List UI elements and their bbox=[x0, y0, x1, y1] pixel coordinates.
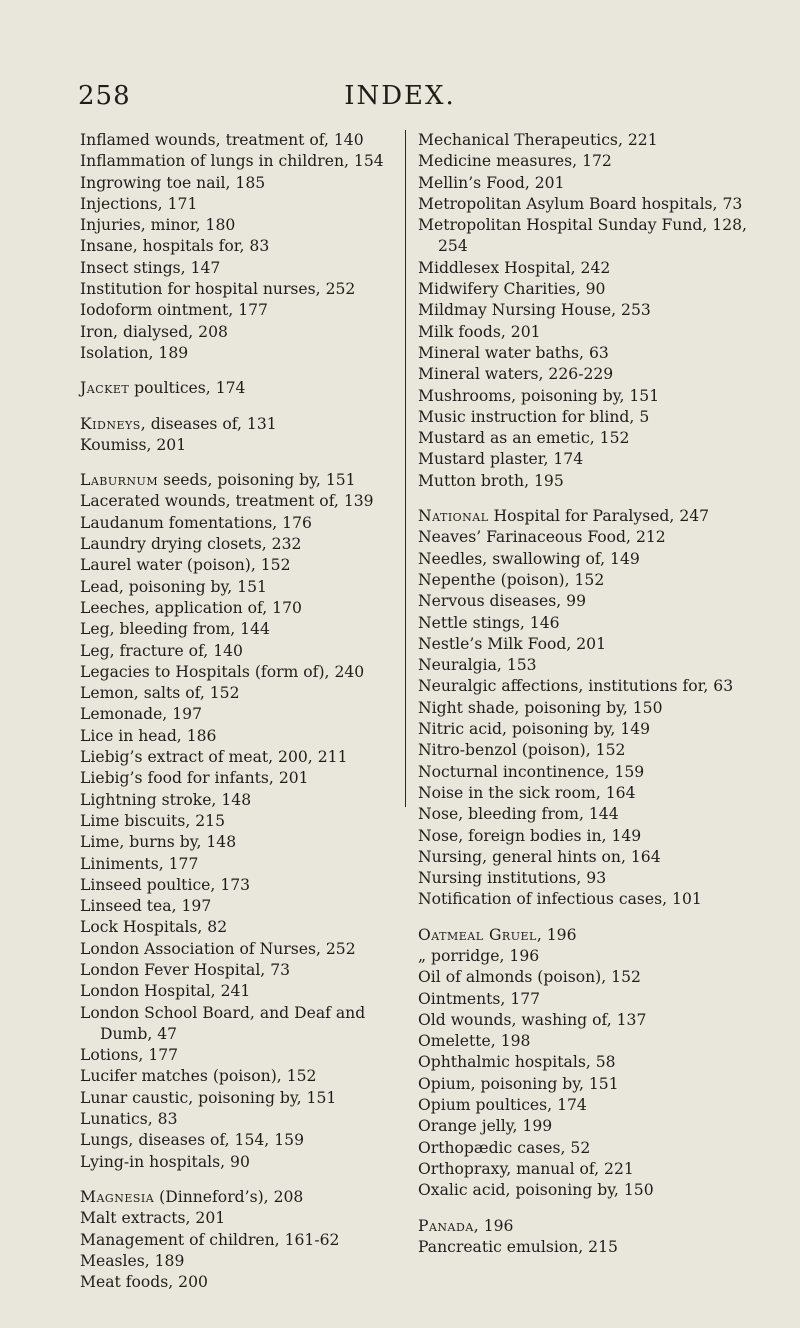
index-entry bbox=[80, 378, 400, 399]
index-entry bbox=[80, 790, 400, 811]
index-entry bbox=[80, 414, 400, 435]
entry-text: Malt extracts, 201 bbox=[80, 1209, 226, 1228]
entry-lead-word: Panada bbox=[418, 1216, 474, 1235]
entry-text: Nettle stings, 146 bbox=[418, 613, 560, 632]
index-entry bbox=[418, 506, 748, 527]
entry-text: Mildmay Nursing House, 253 bbox=[418, 301, 651, 320]
page-header bbox=[78, 74, 722, 118]
entry-text: „ porridge, 196 bbox=[418, 946, 540, 965]
index-entry bbox=[418, 676, 748, 697]
index-entry bbox=[80, 491, 400, 512]
index-entry bbox=[418, 173, 748, 194]
entry-text: Needles, swallowing of, 149 bbox=[418, 549, 640, 568]
entry-text: Omelette, 198 bbox=[418, 1032, 531, 1051]
entry-text: Nitric acid, poisoning by, 149 bbox=[418, 720, 651, 739]
entry-text: Middlesex Hospital, 242 bbox=[418, 258, 611, 277]
entry-text: Nocturnal incontinence, 159 bbox=[418, 762, 645, 781]
entry-text: Opium poultices, 174 bbox=[418, 1096, 587, 1115]
index-entry bbox=[80, 1109, 400, 1130]
index-entry bbox=[80, 1187, 400, 1208]
entry-text: Nitro-benzol (poison), 152 bbox=[418, 741, 626, 760]
entry-text: Opium, poisoning by, 151 bbox=[418, 1074, 619, 1093]
index-entry bbox=[418, 428, 748, 449]
entry-text: Linseed tea, 197 bbox=[80, 897, 212, 916]
index-entry bbox=[418, 613, 748, 634]
index-entry bbox=[80, 258, 400, 279]
entry-text: Lotions, 177 bbox=[80, 1046, 179, 1065]
entry-text: London Fever Hospital, 73 bbox=[80, 960, 291, 979]
entry-text: Lungs, diseases of, 154, 159 bbox=[80, 1131, 304, 1150]
entry-lead-word: Oatmeal Gruel bbox=[418, 925, 537, 944]
entry-text: Metropolitan Hospital Sunday Fund, 128, 254 bbox=[418, 216, 748, 256]
index-entry bbox=[418, 826, 748, 847]
index-entry bbox=[80, 1003, 400, 1046]
entry-text: Lime, burns by, 148 bbox=[80, 833, 237, 852]
index-letter-group bbox=[80, 1187, 400, 1293]
index-letter-group bbox=[418, 130, 748, 492]
index-letter-group bbox=[418, 506, 748, 911]
index-entry bbox=[418, 570, 748, 591]
entry-text: Lime biscuits, 215 bbox=[80, 811, 225, 830]
entry-text: Leg, fracture of, 140 bbox=[80, 641, 243, 660]
entry-text: Linseed poultice, 173 bbox=[80, 875, 251, 894]
index-entry bbox=[80, 896, 400, 917]
index-entry bbox=[80, 641, 400, 662]
entry-text: Lying-in hospitals, 90 bbox=[80, 1152, 250, 1171]
index-entry bbox=[418, 471, 748, 492]
entry-text: Oxalic acid, poisoning by, 150 bbox=[418, 1181, 654, 1200]
index-entry bbox=[418, 762, 748, 783]
index-entry bbox=[80, 130, 400, 151]
index-letter-group bbox=[418, 925, 748, 1202]
index-entry bbox=[80, 194, 400, 215]
entry-text: Legacies to Hospitals (form of), 240 bbox=[80, 662, 365, 681]
index-entry bbox=[418, 151, 748, 172]
index-entry bbox=[418, 847, 748, 868]
index-entry bbox=[80, 1230, 400, 1251]
index-letter-group bbox=[80, 414, 400, 457]
entry-text: Mutton broth, 195 bbox=[418, 471, 564, 490]
index-entry bbox=[418, 386, 748, 407]
index-entry bbox=[80, 343, 400, 364]
entry-text: Lemon, salts of, 152 bbox=[80, 684, 240, 703]
index-entry bbox=[418, 868, 748, 889]
entry-text: Lucifer matches (poison), 152 bbox=[80, 1067, 317, 1086]
index-entry bbox=[418, 740, 748, 761]
index-entry bbox=[80, 981, 400, 1002]
entry-text: Management of children, 161-62 bbox=[80, 1230, 340, 1249]
entry-text: Neuralgia, 153 bbox=[418, 656, 537, 675]
right-index-column bbox=[418, 130, 748, 1258]
entry-text: Mineral water baths, 63 bbox=[418, 343, 609, 362]
index-entry bbox=[418, 194, 748, 215]
index-entry bbox=[80, 1251, 400, 1272]
entry-text: Lightning stroke, 148 bbox=[80, 790, 252, 809]
entry-text: Mellin’s Food, 201 bbox=[418, 173, 565, 192]
entry-text: Measles, 189 bbox=[80, 1251, 185, 1270]
entry-text: seeds, poisoning by, 151 bbox=[158, 471, 356, 490]
index-entry bbox=[80, 619, 400, 640]
index-entry bbox=[418, 130, 748, 151]
index-entry bbox=[80, 1130, 400, 1151]
entry-text: Mustard plaster, 174 bbox=[418, 450, 584, 469]
entry-text: Lead, poisoning by, 151 bbox=[80, 577, 267, 596]
entry-text: Injuries, minor, 180 bbox=[80, 216, 236, 235]
index-entry bbox=[418, 1159, 748, 1180]
column-divider bbox=[405, 130, 406, 807]
entry-text: Iodoform ointment, 177 bbox=[80, 301, 268, 320]
entry-text: Mineral waters, 226-229 bbox=[418, 365, 614, 384]
entry-text: Liebig’s extract of meat, 200, 211 bbox=[80, 748, 348, 767]
index-entry bbox=[80, 917, 400, 938]
entry-text: Laurel water (poison), 152 bbox=[80, 556, 291, 575]
entry-text: Laudanum fomentations, 176 bbox=[80, 513, 312, 532]
index-entry bbox=[80, 1045, 400, 1066]
entry-text: Lock Hospitals, 82 bbox=[80, 918, 228, 937]
index-entry bbox=[418, 407, 748, 428]
entry-text: Injections, 171 bbox=[80, 194, 198, 213]
entry-text: Notification of infectious cases, 101 bbox=[418, 890, 702, 909]
index-entry bbox=[418, 925, 748, 946]
entry-text: Insane, hospitals for, 83 bbox=[80, 237, 270, 256]
index-entry bbox=[418, 215, 748, 258]
entry-lead-word: Kidneys bbox=[80, 414, 141, 433]
index-entry bbox=[418, 1237, 748, 1258]
index-entry bbox=[418, 1052, 748, 1073]
entry-text: Night shade, poisoning by, 150 bbox=[418, 698, 663, 717]
index-entry bbox=[80, 151, 400, 172]
entry-text: Neaves’ Farinaceous Food, 212 bbox=[418, 528, 666, 547]
index-entry bbox=[418, 698, 748, 719]
entry-lead-word: Jacket bbox=[80, 379, 130, 398]
index-entry bbox=[80, 279, 400, 300]
index-entry bbox=[80, 470, 400, 491]
entry-lead-word: Laburnum bbox=[80, 471, 159, 490]
index-entry bbox=[418, 655, 748, 676]
index-entry bbox=[418, 527, 748, 548]
entry-text: Medicine measures, 172 bbox=[418, 152, 612, 171]
index-entry bbox=[80, 598, 400, 619]
left-index-column bbox=[80, 130, 400, 1293]
index-entry bbox=[418, 1074, 748, 1095]
entry-text: Midwifery Charities, 90 bbox=[418, 280, 606, 299]
entry-lead-word: Magnesia bbox=[80, 1187, 155, 1206]
index-entry bbox=[80, 768, 400, 789]
index-entry bbox=[418, 258, 748, 279]
index-entry bbox=[80, 322, 400, 343]
index-letter-group bbox=[418, 1216, 748, 1259]
entry-text: Noise in the sick room, 164 bbox=[418, 783, 636, 802]
entry-text: Nose, foreign bodies in, 149 bbox=[418, 826, 642, 845]
index-entry bbox=[80, 236, 400, 257]
entry-text: Lunar caustic, poisoning by, 151 bbox=[80, 1088, 337, 1107]
index-entry bbox=[80, 1272, 400, 1293]
entry-text: , diseases of, 131 bbox=[140, 414, 277, 433]
index-entry bbox=[418, 549, 748, 570]
index-entry bbox=[418, 783, 748, 804]
entry-text: Nepenthe (poison), 152 bbox=[418, 570, 605, 589]
entry-text: Orthopædic cases, 52 bbox=[418, 1138, 591, 1157]
index-entry bbox=[418, 300, 748, 321]
index-entry bbox=[418, 989, 748, 1010]
page-number: 258 bbox=[78, 81, 131, 111]
entry-text: Leg, bleeding from, 144 bbox=[80, 620, 270, 639]
index-entry bbox=[80, 1152, 400, 1173]
index-entry bbox=[80, 173, 400, 194]
entry-text: London Association of Nurses, 252 bbox=[80, 939, 356, 958]
index-entry bbox=[418, 279, 748, 300]
entry-text: Hospital for Paralysed, 247 bbox=[488, 507, 710, 526]
index-entry bbox=[418, 967, 748, 988]
index-entry bbox=[418, 449, 748, 470]
index-entry bbox=[418, 364, 748, 385]
entry-text: Laundry drying closets, 232 bbox=[80, 535, 302, 554]
entry-text: Mechanical Therapeutics, 221 bbox=[418, 131, 658, 149]
entry-text: Mustard as an emetic, 152 bbox=[418, 429, 630, 448]
index-entry bbox=[418, 719, 748, 740]
index-entry bbox=[80, 1088, 400, 1109]
entry-text: Nursing institutions, 93 bbox=[418, 869, 607, 888]
index-letter-group bbox=[80, 378, 400, 399]
entry-text: Inflamed wounds, treatment of, 140 bbox=[80, 131, 364, 149]
entry-text: Neuralgic affections, institutions for, 63 bbox=[418, 677, 734, 696]
index-entry bbox=[418, 1010, 748, 1031]
entry-text: Music instruction for blind, 5 bbox=[418, 407, 650, 426]
index-entry bbox=[80, 811, 400, 832]
index-entry bbox=[418, 804, 748, 825]
entry-text: Inflammation of lungs in children, 154 bbox=[80, 152, 384, 171]
entry-text: Lemonade, 197 bbox=[80, 705, 202, 724]
entry-text: Isolation, 189 bbox=[80, 343, 189, 362]
index-entry bbox=[418, 889, 748, 910]
entry-text: Leeches, application of, 170 bbox=[80, 598, 302, 617]
index-entry bbox=[418, 591, 748, 612]
page-title: INDEX. bbox=[344, 81, 456, 111]
entry-text: Iron, dialysed, 208 bbox=[80, 322, 228, 341]
entry-text: London Hospital, 241 bbox=[80, 982, 251, 1001]
entry-text: Nestle’s Milk Food, 201 bbox=[418, 634, 607, 653]
index-entry bbox=[418, 343, 748, 364]
index-entry bbox=[80, 1066, 400, 1087]
entry-text: Lacerated wounds, treatment of, 139 bbox=[80, 492, 374, 511]
index-entry bbox=[80, 215, 400, 236]
entry-text: Meat foods, 200 bbox=[80, 1273, 208, 1292]
entry-text: Institution for hospital nurses, 252 bbox=[80, 280, 356, 299]
entry-lead-word: National bbox=[418, 507, 489, 526]
entry-text: Oil of almonds (poison), 152 bbox=[418, 968, 641, 987]
index-entry bbox=[80, 1208, 400, 1229]
index-entry bbox=[80, 747, 400, 768]
entry-text: Lice in head, 186 bbox=[80, 726, 217, 745]
entry-text: (Dinneford’s), 208 bbox=[154, 1187, 304, 1206]
index-entry bbox=[80, 577, 400, 598]
index-entry bbox=[418, 1216, 748, 1237]
entry-text: , 196 bbox=[536, 925, 577, 944]
entry-text: Old wounds, washing of, 137 bbox=[418, 1010, 647, 1029]
index-letter-group bbox=[80, 470, 400, 1173]
index-entry bbox=[418, 1095, 748, 1116]
index-entry bbox=[418, 1116, 748, 1137]
index-entry bbox=[418, 322, 748, 343]
index-entry bbox=[80, 960, 400, 981]
index-entry bbox=[80, 875, 400, 896]
index-letter-group bbox=[80, 130, 400, 364]
entry-text: Koumiss, 201 bbox=[80, 435, 187, 454]
entry-text: Insect stings, 147 bbox=[80, 258, 221, 277]
entry-text: Nervous diseases, 99 bbox=[418, 592, 587, 611]
entry-text: Nose, bleeding from, 144 bbox=[418, 805, 619, 824]
index-entry bbox=[80, 300, 400, 321]
entry-text: , 196 bbox=[473, 1216, 514, 1235]
index-entry bbox=[80, 704, 400, 725]
index-entry bbox=[80, 939, 400, 960]
entry-text: London School Board, and Deaf and Dumb, 47 bbox=[80, 1003, 366, 1043]
index-entry bbox=[80, 854, 400, 875]
index-entry bbox=[418, 634, 748, 655]
entry-text: Orthopraxy, manual of, 221 bbox=[418, 1159, 634, 1178]
index-entry bbox=[80, 726, 400, 747]
index-entry bbox=[80, 683, 400, 704]
entry-text: Ingrowing toe nail, 185 bbox=[80, 173, 266, 192]
index-entry bbox=[418, 1138, 748, 1159]
entry-text: Lunatics, 83 bbox=[80, 1110, 178, 1129]
entry-text: poultices, 174 bbox=[129, 379, 246, 398]
index-entry bbox=[418, 1031, 748, 1052]
entry-text: Mushrooms, poisoning by, 151 bbox=[418, 386, 660, 405]
index-entry bbox=[418, 946, 748, 967]
index-entry bbox=[80, 555, 400, 576]
entry-text: Nursing, general hints on, 164 bbox=[418, 847, 661, 866]
entry-text: Milk foods, 201 bbox=[418, 322, 541, 341]
index-entry bbox=[80, 513, 400, 534]
index-entry bbox=[80, 662, 400, 683]
entry-text: Metropolitan Asylum Board hospitals, 73 bbox=[418, 194, 743, 213]
entry-text: Orange jelly, 199 bbox=[418, 1117, 553, 1136]
index-entry bbox=[80, 534, 400, 555]
entry-text: Ophthalmic hospitals, 58 bbox=[418, 1053, 616, 1072]
index-entry bbox=[80, 435, 400, 456]
entry-text: Ointments, 177 bbox=[418, 989, 541, 1008]
entry-text: Pancreatic emulsion, 215 bbox=[418, 1237, 618, 1256]
index-entry bbox=[418, 1180, 748, 1201]
index-entry bbox=[80, 832, 400, 853]
entry-text: Liebig’s food for infants, 201 bbox=[80, 769, 309, 788]
entry-text: Liniments, 177 bbox=[80, 854, 199, 873]
